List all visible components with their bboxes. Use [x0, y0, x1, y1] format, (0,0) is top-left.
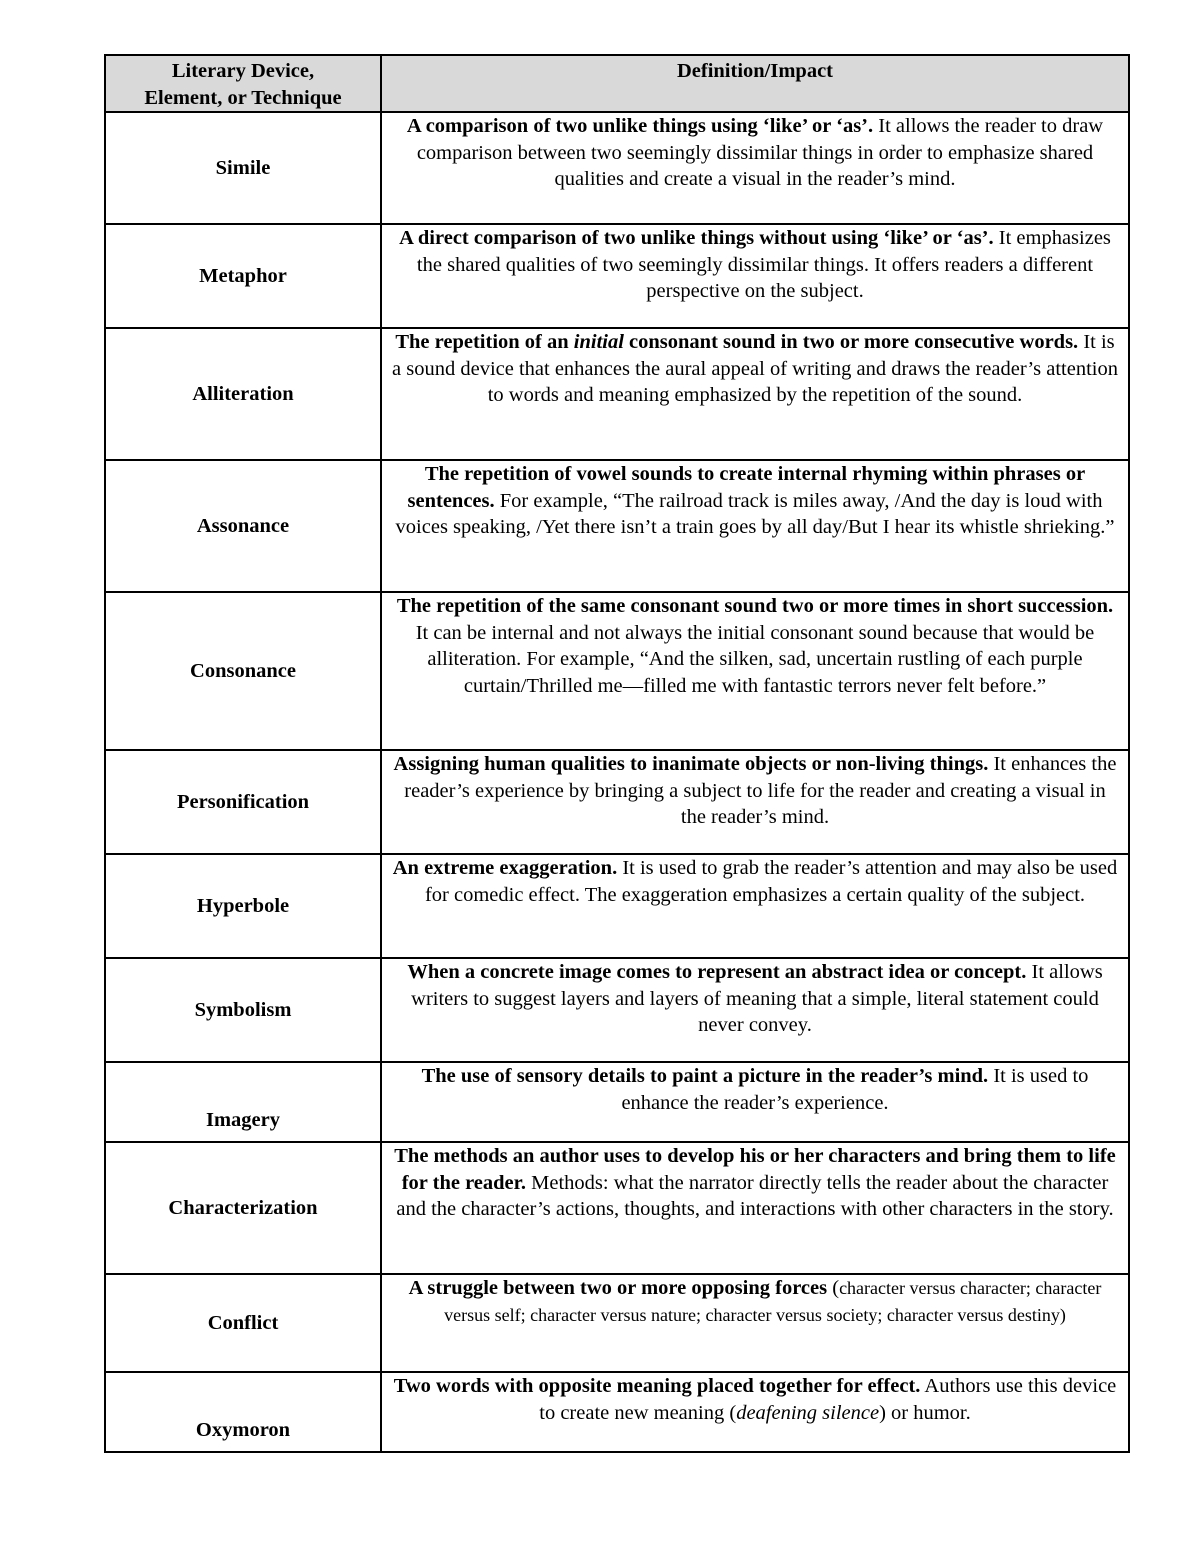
definition-text: For example, “The railroad track is miles away, /And the day is loud with voices speaking, /Yet there isn’t a train goes by all day/But I hear its whistle shrieking.”: [395, 489, 1115, 538]
definition-bold: An extreme exaggeration.: [392, 857, 618, 879]
term-cell: Imagery: [105, 1062, 381, 1142]
table-row: [105, 854, 1129, 958]
table-row: [105, 1274, 1129, 1372]
definition-bold: [395, 331, 1078, 353]
definition-bold-post: consonant sound in two or more consecutive words.: [623, 331, 1079, 353]
term-cell: Assonance: [105, 460, 381, 592]
definition-text: It is used to enhance the reader’s experience.: [621, 1065, 1089, 1114]
term-cell: Hyperbole: [105, 854, 381, 958]
definition-cell: [381, 592, 1129, 750]
definition-cell: [381, 460, 1129, 592]
term-cell: Simile: [105, 112, 381, 224]
header-definition: Definition/Impact: [381, 55, 1129, 112]
table-row: [105, 750, 1129, 854]
term-cell: Metaphor: [105, 224, 381, 328]
definition-cell: [381, 854, 1129, 958]
table-row: [105, 958, 1129, 1062]
table-row: [105, 460, 1129, 592]
definition-cell: [381, 112, 1129, 224]
definition-cell: [381, 958, 1129, 1062]
definition-text-post: ) or humor.: [879, 1401, 971, 1424]
definition-cell: [381, 224, 1129, 328]
table-row: [105, 112, 1129, 224]
definition-text: Methods: what the narrator directly tells the reader about the character and the character’s actions, thoughts, and interactions with other characters in the story.: [396, 1171, 1114, 1220]
header-term: [105, 55, 381, 112]
definition-bold-pre: The repetition of an: [395, 331, 574, 353]
definition-text: Authors use this device to create new meaning (: [539, 1375, 1117, 1424]
table-row: [105, 1372, 1129, 1452]
definition-bold: A struggle between two or more opposing forces: [408, 1277, 828, 1299]
definition-text: It emphasizes the shared qualities of two seemingly dissimilar things. It offers readers a different perspective on the subject.: [416, 227, 1111, 302]
header-term-line2: Element, or Technique: [144, 86, 342, 109]
definition-text: It allows writers to suggest layers and layers of meaning that a simple, literal statement could never convey.: [411, 961, 1103, 1036]
term-cell: Alliteration: [105, 328, 381, 460]
header-term-line1: Literary Device,: [171, 60, 315, 82]
term-cell: Personification: [105, 750, 381, 854]
definition-bold: Two words with opposite meaning placed together for effect.: [393, 1375, 921, 1397]
definition-bold: When a concrete image comes to represent an abstract idea or concept.: [407, 961, 1027, 983]
definition-text: It is used to grab the reader’s attention and may also be used for comedic effect. The exaggeration emphasizes a certain quality of the subject.: [424, 857, 1118, 906]
table-row: [105, 1062, 1129, 1142]
term-cell: Symbolism: [105, 958, 381, 1062]
definition-cell: [381, 328, 1129, 460]
definition-bold: The repetition of the same consonant sound two or more times in short succession.: [396, 595, 1114, 617]
table-row: [105, 328, 1129, 460]
definition-text-paren: (: [827, 1277, 840, 1299]
term-cell: Consonance: [105, 592, 381, 750]
definition-bold: Assigning human qualities to inanimate objects or non-living things.: [393, 753, 989, 775]
definition-cell: [381, 1142, 1129, 1274]
definition-cell: [381, 1062, 1129, 1142]
definition-bold: A comparison of two unlike things using ‘like’ or ‘as’.: [406, 115, 874, 137]
term-cell: Conflict: [105, 1274, 381, 1372]
definition-text-emphasis: deafening silence: [736, 1401, 880, 1424]
definition-text: It is a sound device that enhances the aural appeal of writing and draws the reader’s attention to words and meaning emphasized by the repetition of the sound.: [392, 331, 1118, 406]
definition-cell: [381, 1372, 1129, 1452]
table-header-row: [105, 55, 1129, 112]
definition-text: It allows the reader to draw comparison between two seemingly dissimilar things in order to emphasize shared qualities and create a visual in the reader’s mind.: [416, 115, 1104, 190]
definition-bold: The methods an author uses to develop his or her characters and bring them to life for the reader.: [394, 1145, 1116, 1194]
table-row: [105, 592, 1129, 750]
term-cell: Oxymoron: [105, 1372, 381, 1452]
definition-bold-emphasis: initial: [573, 331, 624, 353]
table-row: [105, 224, 1129, 328]
definition-text: It enhances the reader’s experience by bringing a subject to life for the reader and creating a visual in the reader’s mind.: [404, 753, 1117, 828]
definition-text-small: character versus character; character versus self; character versus nature; character versus society; character versus destiny): [444, 1278, 1102, 1325]
definition-bold: A direct comparison of two unlike things without using ‘like’ or ‘as’.: [399, 227, 994, 249]
table-row: [105, 1142, 1129, 1274]
term-cell: Characterization: [105, 1142, 381, 1274]
definition-bold: The repetition of vowel sounds to create internal rhyming within phrases or sentences.: [407, 463, 1086, 512]
literary-devices-table: [104, 54, 1130, 1453]
definition-text: It can be internal and not always the initial consonant sound because that would be alliteration. For example, “And the silken, sad, uncertain rustling of each purple curtain/Thrilled me—filled me with fantastic terrors never felt before.”: [415, 621, 1095, 697]
definition-cell: [381, 1274, 1129, 1372]
definition-bold: The use of sensory details to paint a picture in the reader’s mind.: [421, 1065, 989, 1087]
definition-cell: [381, 750, 1129, 854]
